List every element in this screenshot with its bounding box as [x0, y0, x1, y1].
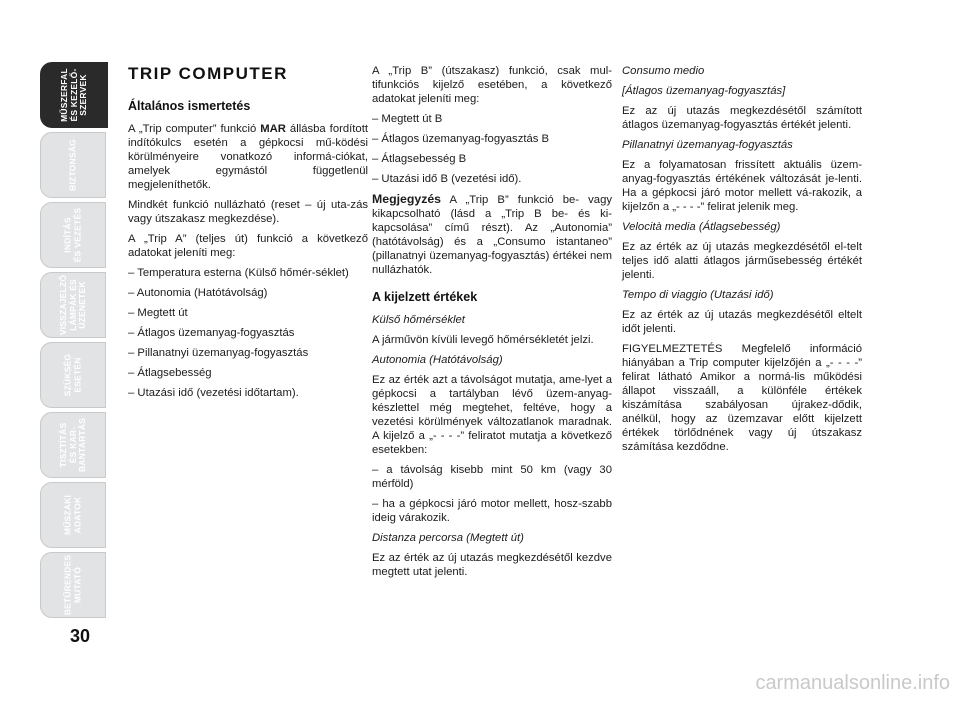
reset-paragraph: Mindkét funkció nullázható (reset – új uta-zás vagy útszakasz megkezdése). — [128, 199, 368, 225]
tab-safety-label: BIZTONSÁG — [67, 139, 78, 191]
warning-text: FIGYELMEZTETÉS Megfelelő információ hiányában a Trip computer kijelzőjén a „- - - -” felirat látható Amikor a normá-lis működési állapot visszaáll, a különféle értékek kiszámítása szabályosan újrakez-dődik, anélkül, hogy az üzemzavar előtt kijelzett értékek törlődnének vagy új útszakasz számítása kezdődne. — [622, 343, 862, 453]
instant-heading: Pillanatnyi üzemanyag-fogyasztás — [622, 139, 793, 151]
ext-temp-text: A járművön kívüli levegő hőmérsékletét jelzi. — [372, 334, 594, 346]
trip-a-item: – Utazási idő (vezetési időtartam). — [128, 387, 299, 399]
page-number: 30 — [69, 626, 91, 646]
tab-index[interactable] — [40, 552, 106, 618]
intro-pre: A „Trip computer” funkció — [128, 123, 261, 135]
tab-starting-driving[interactable] — [40, 202, 106, 268]
general-heading: Általános ismertetés — [128, 99, 251, 113]
trip-b-item: – Átlagsebesség B — [372, 153, 467, 165]
tab-warning-lights[interactable] — [40, 272, 106, 338]
tab-safety[interactable] — [40, 132, 106, 198]
note-text: A „Trip B” funkció be- vagy kikapcsolható (lásd a „Trip B be- és ki-kapcsolása” című részt). Az „Autonomia” (hatótávolság) és a „Consumo istantaneo” (pillanatnyi üzemanyag-fogyasztás) értékei nem nullázhatók. — [372, 194, 612, 276]
tab-technical-data-label: MŰSZAKI ADATOK — [62, 494, 82, 536]
speed-text: Ez az érték az új utazás megkezdésétől el-telt teljes idő alatti átlagos járműsebesség értékét jelenti. — [622, 241, 862, 281]
trip-a-paragraph: A „Trip A” (teljes út) funkció a következő adatokat jeleníti meg: — [128, 233, 368, 259]
column-1 — [128, 64, 368, 406]
time-text: Ez az érték az új utazás megkezdésétől eltelt időt jelenti. — [622, 309, 862, 335]
note-label: Megjegyzés — [372, 192, 442, 206]
trip-a-item: – Átlagos üzemanyag-fogyasztás — [128, 327, 295, 339]
autonomia-item: – a távolság kisebb mint 50 km (vagy 30 mérföld) — [372, 464, 612, 490]
trip-b-item: – Utazási idő B (vezetési idő). — [372, 173, 522, 185]
consumo-heading-translation: [Átlagos üzemanyag-fogyasztás] — [622, 85, 786, 97]
trip-b-item: – Megtett út B — [372, 113, 443, 125]
intro-post: állásba fordított indítókulcs esetén a gépkocsi mű-ködési körülményeire vonatkozó informá-ciókat, amelyek egymástól függetlenül megjeleníthetők. — [128, 123, 368, 191]
note-paragraph — [372, 192, 612, 277]
instant-text: Ez a folyamatosan frissített aktuális üzem-anyag-fogyasztás értékének változását je-lenti. Ha a gépkocsi járó motor mellett vá-rakozik, a kijelzőn a „- - - -” felirat jelenik meg. — [622, 159, 862, 213]
trip-a-item: – Autonomia (Hatótávolság) — [128, 287, 268, 299]
ext-temp-heading: Külső hőmérséklet — [372, 314, 465, 326]
column-3 — [622, 64, 862, 460]
consumo-heading: Consumo medio — [622, 65, 705, 77]
consumo-text: Ez az új utazás megkezdésétől számított átlagos üzemanyag-fogyasztás értékét jelenti. — [622, 105, 862, 131]
trip-a-item: – Átlagsebesség — [128, 367, 212, 379]
trip-a-item: – Megtett út — [128, 307, 188, 319]
tab-emergency-label: SZÜKSÉG ESETÉN — [62, 353, 82, 397]
autonomia-item: – ha a gépkocsi járó motor mellett, hosz-szabb ideig várakozik. — [372, 498, 612, 524]
trip-b-paragraph: A „Trip B” (útszakasz) funkció, csak mul-tifunkciós kijelző esetében, a következő adatokat jeleníti meg: — [372, 65, 612, 105]
distance-text: Ez az érték az új utazás megkezdésétől kezdve megtett utat jelenti. — [372, 552, 612, 578]
values-heading: A kijelzett értékek — [372, 290, 478, 304]
section-tab-strip — [40, 62, 108, 622]
trip-b-item: – Átlagos üzemanyag-fogyasztás B — [372, 133, 550, 145]
speed-heading: Velocità media (Átlagsebesség) — [622, 221, 781, 233]
intro-paragraph — [128, 122, 368, 192]
trip-a-item: – Pillanatnyi üzemanyag-fogyasztás — [128, 347, 309, 359]
distance-heading: Distanza percorsa (Megtett út) — [372, 532, 524, 544]
tab-technical-data[interactable] — [40, 482, 106, 548]
tab-instrument-panel-label: MŰSZERFAL ÉS KEZELŐ- SZERVEK — [58, 68, 88, 122]
autonomia-heading: Autonomia (Hatótávolság) — [372, 354, 503, 366]
time-heading: Tempo di viaggio (Utazási idő) — [622, 289, 774, 301]
column-2 — [372, 64, 612, 585]
watermark: carmanualsonline.info — [755, 672, 950, 694]
autonomia-text: Ez az érték azt a távolságot mutatja, ame-lyet a gépkocsi a tartályban lévő üzem-anyag-készlettel még megtehet, feltéve, hogy a vezetési körülmények változatlanok maradnak. A kijelző a „- - - -” feliratot mutatja a következő esetekben: — [372, 374, 612, 456]
tab-warning-lights-label: VISSZAJELZŐ LÁMPÁK ÉS ÜZENETEK — [57, 274, 87, 336]
intro-key-position: MAR — [260, 123, 286, 135]
tab-instrument-panel[interactable] — [40, 62, 108, 128]
tab-index-label: BETŰRENDES MUTATÓ — [62, 554, 82, 616]
tab-emergency[interactable] — [40, 342, 106, 408]
trip-a-item: – Temperatura esterna (Külső hőmér-séklet) — [128, 267, 349, 279]
tab-starting-driving-label: INDÍTÁS ÉS VEZETÉS — [62, 207, 82, 263]
page-title: TRIP COMPUTER — [128, 64, 288, 83]
tab-maintenance[interactable] — [40, 412, 106, 478]
tab-maintenance-label: TISZTÍTÁS ÉS KAR- BANTARTÁS — [57, 417, 87, 473]
